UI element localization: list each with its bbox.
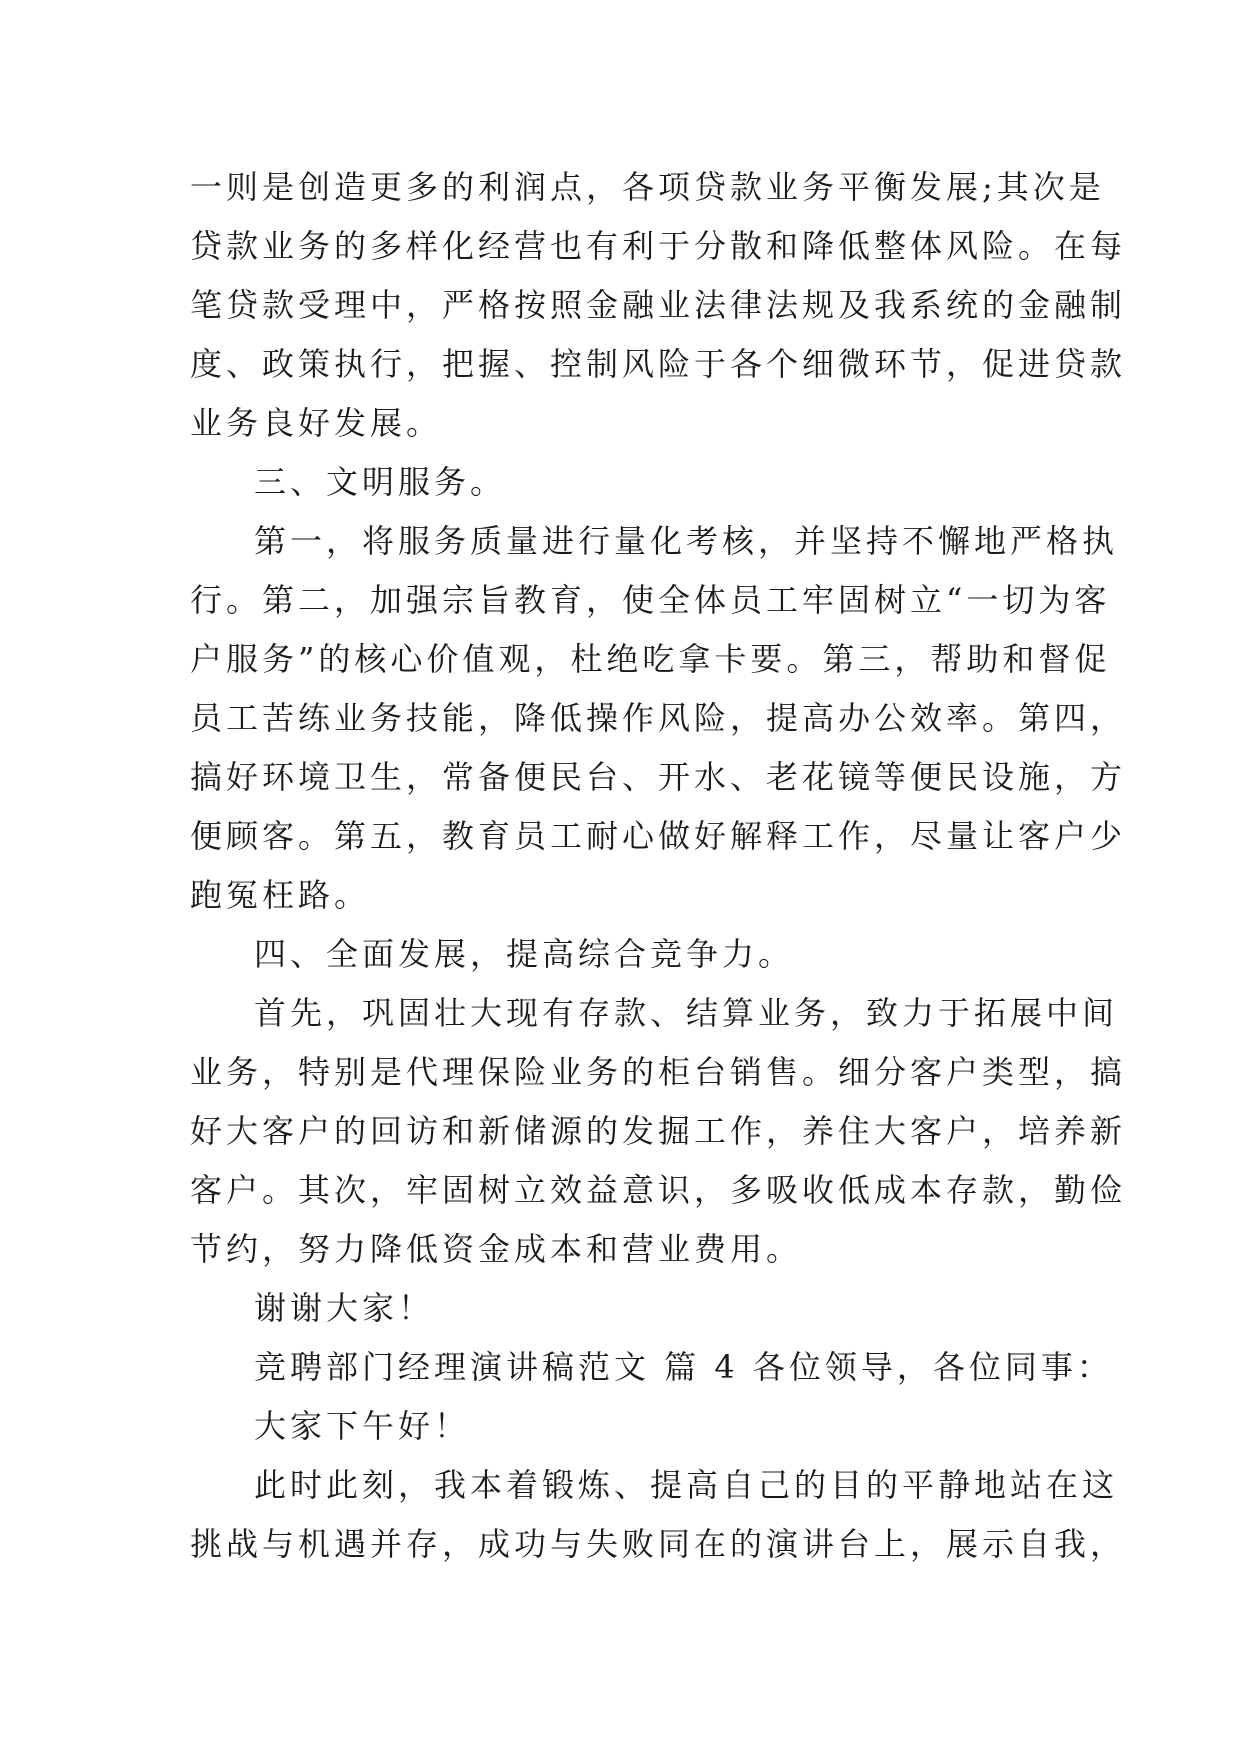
section-heading-overall-development: 四、全面发展，提高综合竞争力。 bbox=[254, 935, 795, 973]
text-line: 挑战与机遇并存，成功与失败同在的演讲台上，展示自我， bbox=[190, 1525, 1127, 1563]
text-line: 节约，努力降低资金成本和营业费用。 bbox=[190, 1230, 803, 1268]
closing-thanks: 谢谢大家！ bbox=[254, 1289, 435, 1327]
text-line: 行。第二，加强宗旨教育，使全体员工牢固树立“一切为客 bbox=[190, 581, 1111, 619]
greeting-line: 大家下午好！ bbox=[254, 1407, 471, 1445]
text-line: 首先，巩固壮大现有存款、结算业务，致力于拓展中间 bbox=[254, 994, 1119, 1032]
text-line: 业务良好发展。 bbox=[190, 404, 443, 442]
section-heading-civilized-service: 三、文明服务。 bbox=[254, 463, 507, 501]
text-line: 度、政策执行，把握、控制风险于各个细微环节，促进贷款 bbox=[190, 345, 1127, 383]
text-line: 一则是创造更多的利润点，各项贷款业务平衡发展;其次是 bbox=[190, 168, 1105, 206]
text-line: 跑冤枉路。 bbox=[190, 876, 371, 914]
text-line: 户服务”的核心价值观，杜绝吃拿卡要。第三，帮助和督促 bbox=[190, 640, 1111, 678]
text-line: 便顾客。第五，教育员工耐心做好解释工作，尽量让客户少 bbox=[190, 817, 1127, 855]
text-line: 业务，特别是代理保险业务的柜台销售。细分客户类型，搞 bbox=[190, 1053, 1127, 1091]
text-line: 搞好环境卫生，常备便民台、开水、老花镜等便民设施，方 bbox=[190, 758, 1127, 796]
text-line: 员工苦练业务技能，降低操作风险，提高办公效率。第四， bbox=[190, 699, 1127, 737]
text-line: 第一，将服务质量进行量化考核，并坚持不懈地严格执 bbox=[254, 522, 1119, 560]
text-line: 好大客户的回访和新储源的发掘工作，养住大客户，培养新 bbox=[190, 1112, 1127, 1150]
speech-title-line: 竞聘部门经理演讲稿范文 篇 4 各位领导，各位同事： bbox=[254, 1348, 1113, 1386]
document-body bbox=[190, 158, 1127, 1574]
text-line: 贷款业务的多样化经营也有利于分散和降低整体风险。在每 bbox=[190, 227, 1127, 265]
text-line: 此时此刻，我本着锻炼、提高自己的目的平静地站在这 bbox=[254, 1466, 1119, 1504]
text-line: 客户。其次，牢固树立效益意识，多吸收低成本存款，勤俭 bbox=[190, 1171, 1127, 1209]
text-line: 笔贷款受理中，严格按照金融业法律法规及我系统的金融制 bbox=[190, 286, 1127, 324]
